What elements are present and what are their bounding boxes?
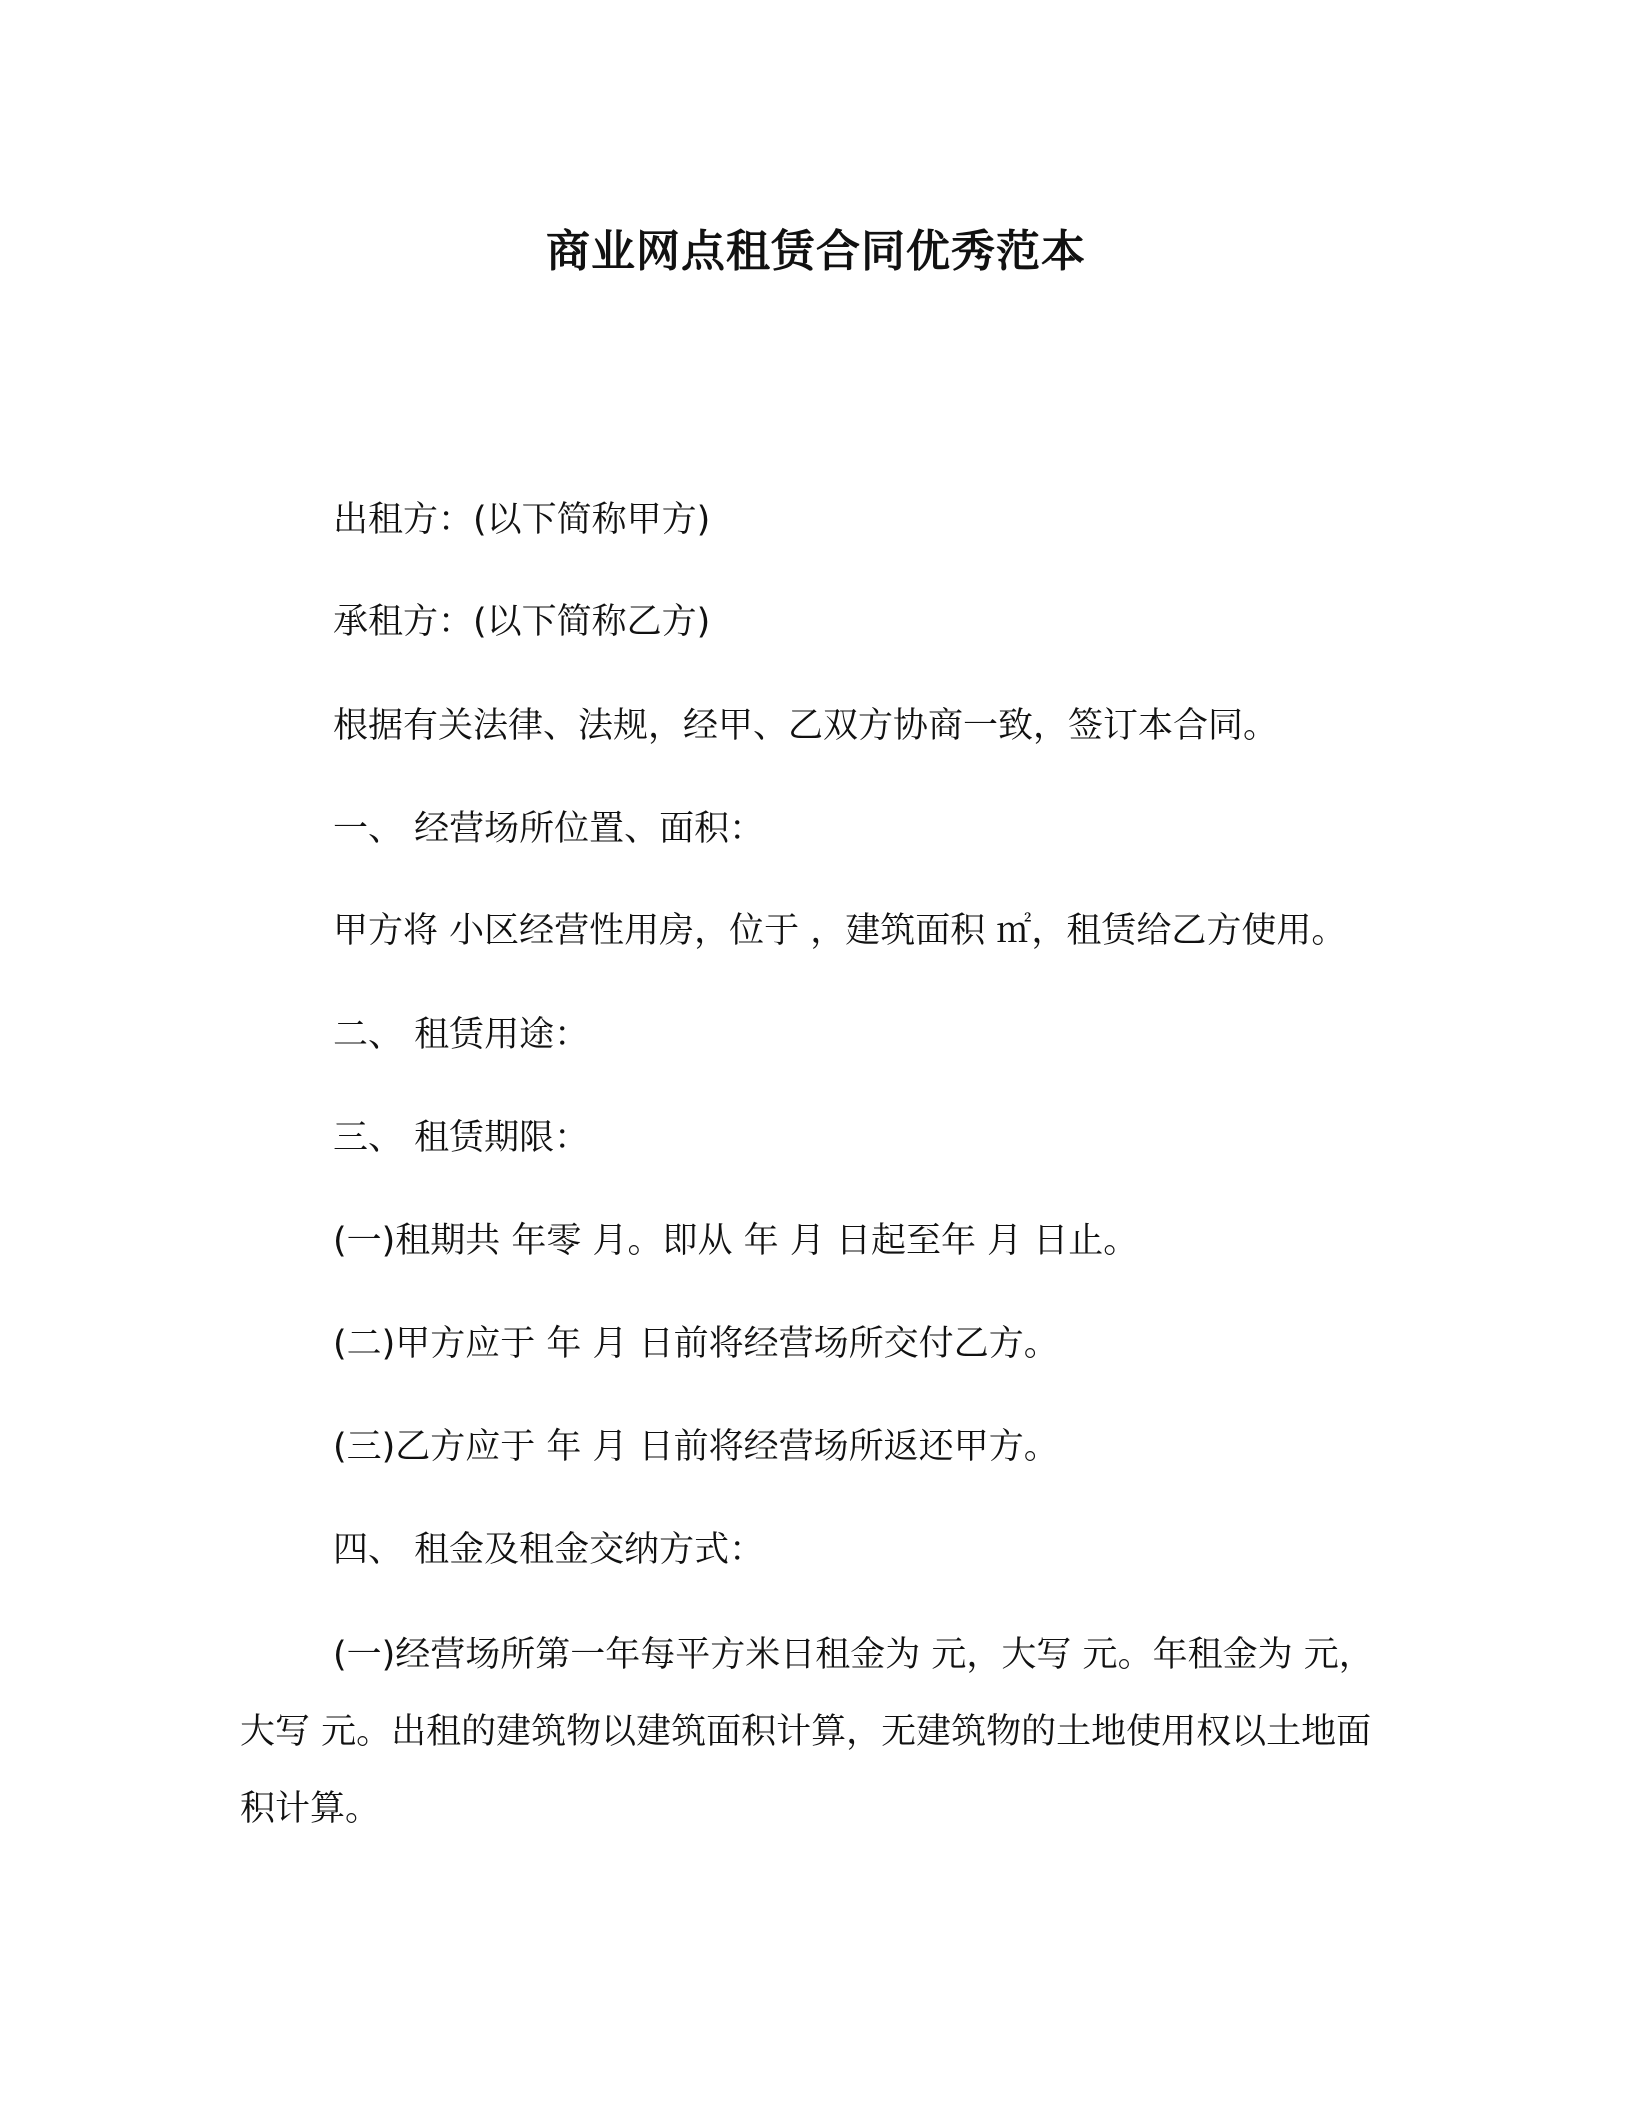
section-1-content: 甲方将 小区经营性用房，位于 ，建筑面积 ㎡，租赁给乙方使用。 (333, 911, 1347, 951)
section-3-item-3: (三)乙方应于 年 月 日前将经营场所返还甲方。 (333, 1427, 1059, 1467)
section-4-item-1: (一)经营场所第一年每平方米日租金为 元，大写 元。年租金为 元，大写 元。出租的建筑物以建筑面积计算，无建筑物的土地使用权以土地面积计算。 (240, 1635, 1374, 1829)
preamble-line: 根据有关法律、法规，经甲、乙双方协商一致，签订本合同。 (333, 706, 1279, 746)
section-2-heading: 二、 租赁用途： (333, 1015, 590, 1055)
section-3-heading: 三、 租赁期限： (333, 1118, 590, 1158)
document-title: 商业网点租赁合同优秀范本 (546, 226, 1086, 277)
section-3-item-1: (一)租期共 年零 月。即从 年 月 日起至年 月 日止。 (333, 1221, 1139, 1261)
section-3-item-2: (二)甲方应于 年 月 日前将经营场所交付乙方。 (333, 1324, 1059, 1364)
section-1-heading: 一、 经营场所位置、面积： (333, 809, 765, 849)
section-4-heading: 四、 租金及租金交纳方式： (333, 1530, 765, 1570)
lessee-line: 承租方：(以下简称乙方) (333, 602, 711, 642)
lessor-line: 出租方：(以下简称甲方) (333, 500, 711, 540)
